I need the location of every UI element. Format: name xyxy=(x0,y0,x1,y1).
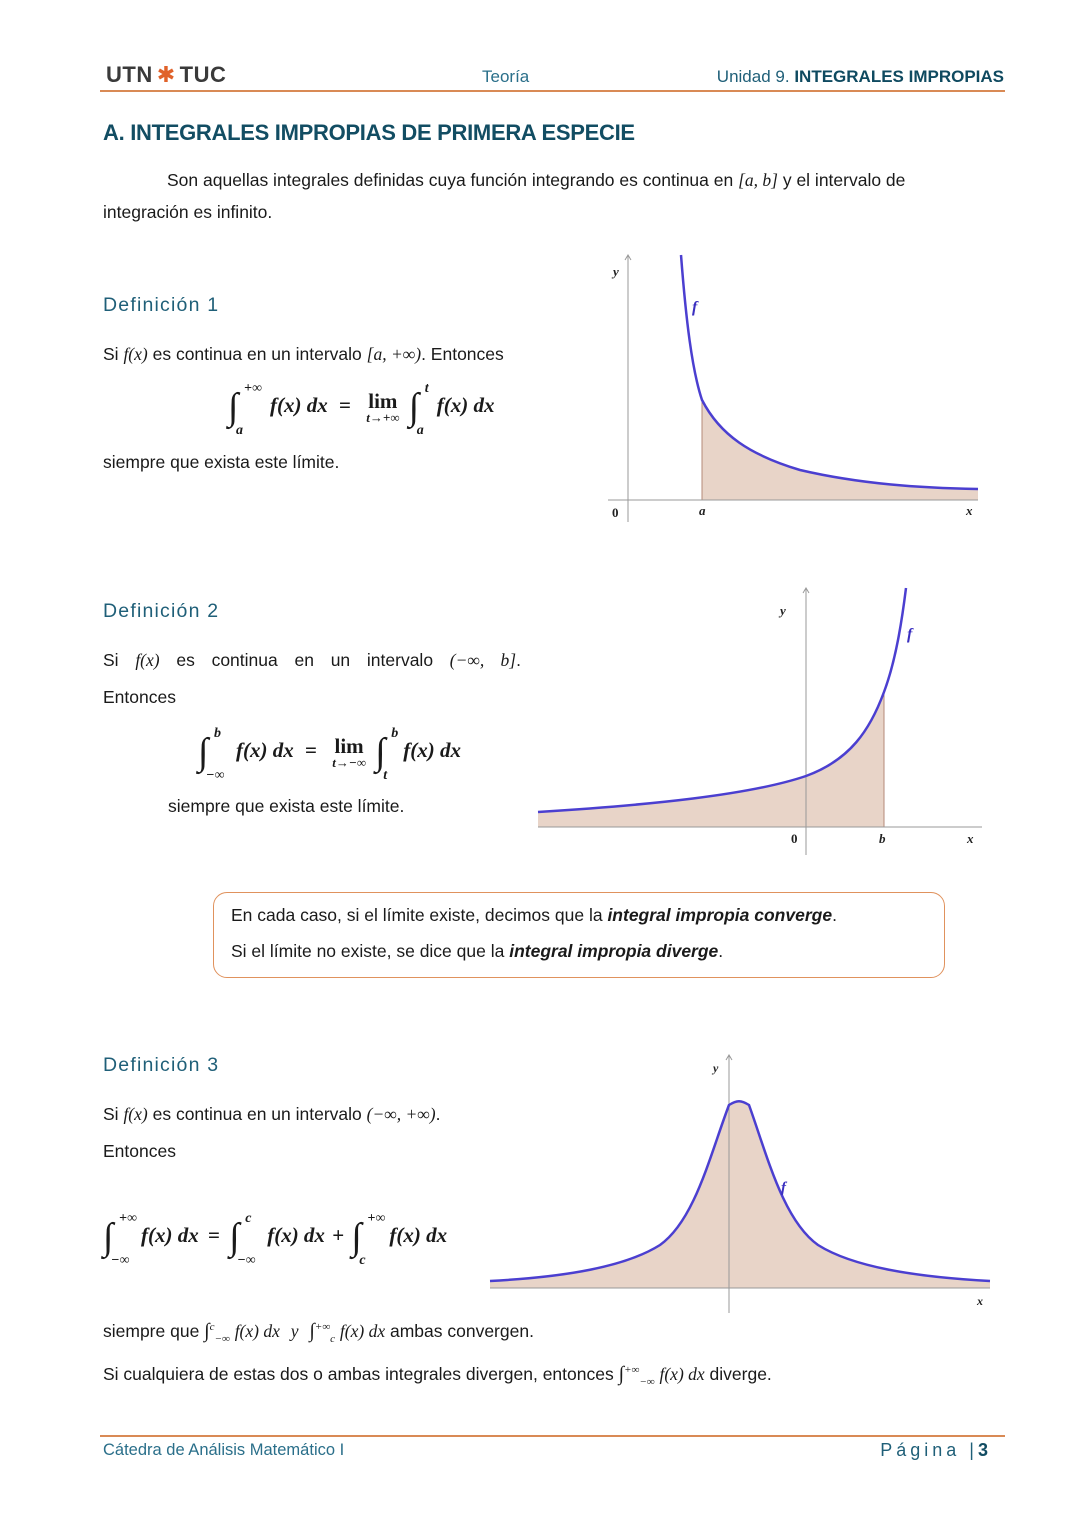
footer-divider xyxy=(100,1435,1005,1437)
svg-text:f: f xyxy=(907,626,913,643)
definition-3-then: Entonces xyxy=(103,1141,176,1161)
svg-text:y: y xyxy=(713,1061,719,1075)
definition-3-formula: ∫ +∞ −∞ f(x) dx = ∫ c −∞ f(x) dx + ∫ +∞ c f(x) dx xyxy=(103,1211,448,1268)
definition-2-closing: siempre que exista este límite. xyxy=(168,796,405,816)
graph-definition-2 xyxy=(530,580,990,860)
definition-1-title: Definición 1 xyxy=(103,294,220,316)
svg-text:y: y xyxy=(780,603,786,618)
svg-text:x: x xyxy=(977,1294,983,1308)
graph-definition-1 xyxy=(600,250,990,530)
logo-text-utn: UTN xyxy=(106,62,153,87)
svg-text:0: 0 xyxy=(791,831,798,846)
svg-text:0: 0 xyxy=(612,505,619,520)
definition-1-closing: siempre que exista este límite. xyxy=(103,452,340,472)
logo-text-tuc: TUC xyxy=(179,62,227,87)
definition-1-statement: Si f(x) es continua en un intervalo [a, +∞). Entonces xyxy=(103,344,504,364)
definition-2-then: Entonces xyxy=(103,687,176,707)
svg-text:a: a xyxy=(699,503,706,518)
svg-text:x: x xyxy=(967,831,974,846)
note-line-converge: En cada caso, si el límite existe, decimos que la integral impropia converge. xyxy=(231,905,837,925)
footer-page xyxy=(880,1440,988,1461)
intro-paragraph xyxy=(103,164,983,228)
definition-2-title: Definición 2 xyxy=(103,600,220,622)
svg-text:x: x xyxy=(966,503,973,518)
intro-interval: [a, b] xyxy=(738,170,778,190)
unit-prefix: Unidad 9. xyxy=(716,67,790,86)
definition-3-divergence: Si cualquiera de estas dos o ambas integrales divergen, entonces $\int^{+\infty}_{-\infty}$ f(x) dx diverge. xyxy=(103,1363,772,1388)
unit-title: INTEGRALES IMPROPIAS xyxy=(794,67,1004,86)
header-category: Teoría xyxy=(482,67,530,86)
page-number: 3 xyxy=(977,1440,988,1460)
svg-text:f: f xyxy=(692,299,698,316)
definition-3-statement: Si f(x) es continua en un intervalo (−∞, +∞). xyxy=(103,1104,441,1124)
svg-text:b: b xyxy=(879,831,886,846)
definition-2-statement: Si f(x) es continua en un intervalo (−∞, b]. xyxy=(103,650,521,670)
asterisk-star-icon: ✱ xyxy=(156,62,176,87)
utn-tuc-logo xyxy=(106,62,226,88)
header-divider xyxy=(100,90,1005,92)
svg-text:f: f xyxy=(781,1180,786,1196)
definition-3-title: Definición 3 xyxy=(103,1054,220,1076)
definition-3-condition: siempre que ∫$^c_{-\infty}$ f(x) dx y $\int^{+\infty}_c$ f(x) dx ambas convergen. xyxy=(103,1320,534,1345)
header-unit xyxy=(717,67,1004,87)
definition-1-formula: ∫ +∞ a f(x) dx = lim t→+∞ ∫ t a f(x) dx xyxy=(228,381,495,438)
definition-2-formula: ∫ b −∞ f(x) dx = lim t→−∞ ∫ b t f(x) dx xyxy=(198,726,461,783)
page-label: Página | xyxy=(880,1440,978,1460)
section-title: A. INTEGRALES IMPROPIAS DE PRIMERA ESPECIE xyxy=(103,120,635,145)
footer-course: Cátedra de Análisis Matemático I xyxy=(103,1441,345,1459)
intro-text-2: y el intervalo de integración es infinito. xyxy=(103,170,906,222)
note-line-diverge: Si el límite no existe, se dice que la integral impropia diverge. xyxy=(231,941,724,961)
graph-definition-3 xyxy=(485,1045,995,1315)
intro-text-1: Son aquellas integrales definidas cuya función integrando es continua en xyxy=(167,170,739,190)
svg-text:y: y xyxy=(613,264,619,279)
